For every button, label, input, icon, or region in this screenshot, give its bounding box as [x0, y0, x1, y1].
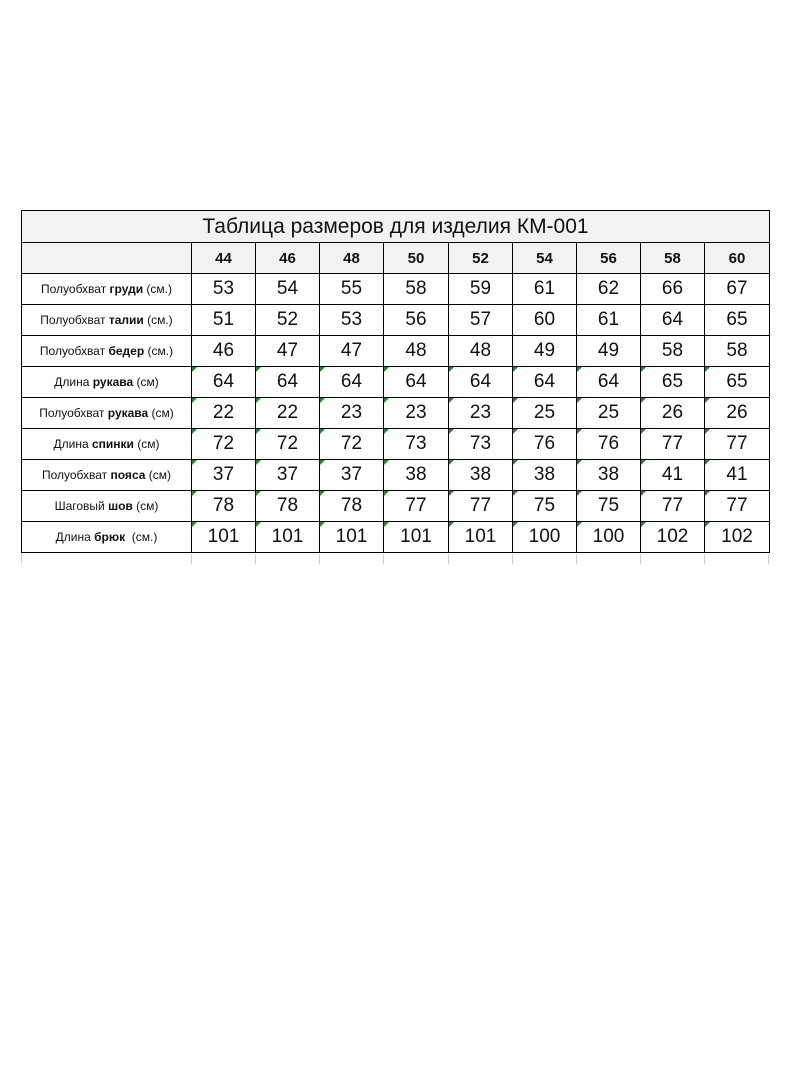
measurement-label-unit: (см)	[145, 468, 172, 482]
size-chart	[21, 210, 769, 553]
value-cell: 78	[320, 491, 384, 522]
value-cell: 38	[384, 460, 449, 491]
value-cell: 64	[192, 367, 256, 398]
measurement-label	[22, 336, 192, 367]
value-cell: 77	[705, 491, 770, 522]
value-cell: 57	[449, 305, 513, 336]
table-row	[22, 398, 770, 429]
measurement-label-keyword: талии	[108, 313, 144, 327]
measurement-label	[22, 491, 192, 522]
value-cell: 64	[577, 367, 641, 398]
value-cell: 75	[577, 491, 641, 522]
value-cell: 64	[513, 367, 577, 398]
value-cell: 41	[641, 460, 705, 491]
gridline-stub	[768, 554, 769, 564]
value-cell: 48	[384, 336, 449, 367]
measurement-label	[22, 305, 192, 336]
table-row	[22, 336, 770, 367]
size-header-44: 44	[192, 243, 256, 274]
measurement-label	[22, 398, 192, 429]
value-cell: 65	[705, 305, 770, 336]
table-row	[22, 460, 770, 491]
size-header-60: 60	[705, 243, 770, 274]
gridline-stub	[319, 554, 320, 564]
measurement-label-unit: (см)	[148, 406, 174, 420]
measurement-label-prefix: Полуобхват	[41, 282, 110, 296]
gridline-stub	[255, 554, 256, 564]
value-cell: 26	[641, 398, 705, 429]
measurement-label-keyword: брюк	[94, 530, 126, 544]
value-cell: 41	[705, 460, 770, 491]
value-cell: 47	[256, 336, 320, 367]
value-cell: 101	[192, 522, 256, 553]
table-body	[22, 274, 770, 553]
size-header-58: 58	[641, 243, 705, 274]
value-cell: 64	[449, 367, 513, 398]
table-title: Таблица размеров для изделия КМ-001	[22, 211, 770, 243]
value-cell: 38	[577, 460, 641, 491]
size-header-46: 46	[256, 243, 320, 274]
value-cell: 73	[449, 429, 513, 460]
value-cell: 23	[320, 398, 384, 429]
size-header-50: 50	[384, 243, 449, 274]
measurement-label-prefix: Полуобхват	[41, 468, 111, 482]
measurement-label-prefix: Полуобхват	[40, 313, 109, 327]
value-cell: 54	[256, 274, 320, 305]
value-cell: 77	[641, 429, 705, 460]
value-cell: 100	[577, 522, 641, 553]
gridline-stub	[512, 554, 513, 564]
measurement-label	[22, 274, 192, 305]
size-header-52: 52	[449, 243, 513, 274]
value-cell: 58	[641, 336, 705, 367]
value-cell: 23	[449, 398, 513, 429]
value-cell: 77	[384, 491, 449, 522]
value-cell: 49	[513, 336, 577, 367]
value-cell: 100	[513, 522, 577, 553]
measurement-label-keyword: пояса	[110, 468, 146, 482]
gridline-stub	[21, 554, 22, 564]
corner-cell	[22, 243, 192, 274]
value-cell: 101	[449, 522, 513, 553]
table-row	[22, 522, 770, 553]
gridline-stub	[704, 554, 705, 564]
measurement-label	[22, 522, 192, 553]
value-cell: 65	[641, 367, 705, 398]
table-row	[22, 274, 770, 305]
value-cell: 64	[256, 367, 320, 398]
value-cell: 101	[256, 522, 320, 553]
value-cell: 55	[320, 274, 384, 305]
measurement-label-unit: (см)	[132, 499, 159, 513]
measurement-label-unit: (см.)	[144, 344, 174, 358]
value-cell: 38	[449, 460, 513, 491]
value-cell: 53	[320, 305, 384, 336]
value-cell: 58	[384, 274, 449, 305]
size-header-48: 48	[320, 243, 384, 274]
measurement-label-prefix: Длина	[55, 530, 95, 544]
value-cell: 59	[449, 274, 513, 305]
measurement-label-prefix: Длина	[54, 375, 93, 389]
measurement-label-keyword: груди	[109, 282, 144, 296]
value-cell: 72	[192, 429, 256, 460]
value-cell: 25	[513, 398, 577, 429]
value-cell: 37	[320, 460, 384, 491]
value-cell: 61	[577, 305, 641, 336]
table-row	[22, 429, 770, 460]
value-cell: 78	[256, 491, 320, 522]
measurement-label-prefix: Полуобхват	[39, 344, 109, 358]
table-row	[22, 367, 770, 398]
value-cell: 76	[513, 429, 577, 460]
value-cell: 101	[384, 522, 449, 553]
size-header-54: 54	[513, 243, 577, 274]
measurement-label-keyword: спинки	[91, 437, 134, 451]
measurement-label-prefix: Длина	[53, 437, 92, 451]
value-cell: 64	[384, 367, 449, 398]
value-cell: 58	[705, 336, 770, 367]
measurement-label-unit: (см)	[133, 437, 160, 451]
value-cell: 65	[705, 367, 770, 398]
value-cell: 76	[577, 429, 641, 460]
value-cell: 102	[641, 522, 705, 553]
measurement-label	[22, 429, 192, 460]
value-cell: 38	[513, 460, 577, 491]
measurement-label-prefix: Шаговый	[54, 499, 109, 513]
value-cell: 56	[384, 305, 449, 336]
gridline-stub	[191, 554, 192, 564]
value-cell: 37	[256, 460, 320, 491]
value-cell: 102	[705, 522, 770, 553]
measurement-label-unit: (см.)	[143, 282, 172, 296]
value-cell: 64	[641, 305, 705, 336]
value-cell: 53	[192, 274, 256, 305]
value-cell: 78	[192, 491, 256, 522]
value-cell: 64	[320, 367, 384, 398]
measurement-label-unit: (см)	[133, 375, 159, 389]
table-row	[22, 305, 770, 336]
gridline-stub	[448, 554, 449, 564]
measurement-label	[22, 460, 192, 491]
value-cell: 62	[577, 274, 641, 305]
value-cell: 72	[256, 429, 320, 460]
value-cell: 22	[256, 398, 320, 429]
value-cell: 46	[192, 336, 256, 367]
value-cell: 47	[320, 336, 384, 367]
table-row	[22, 491, 770, 522]
value-cell: 51	[192, 305, 256, 336]
measurement-label-keyword: рукава	[107, 406, 149, 420]
value-cell: 60	[513, 305, 577, 336]
measurement-label-keyword: шов	[108, 499, 133, 513]
measurement-label-prefix: Полуобхват	[39, 406, 108, 420]
measurement-label-unit: (см.)	[143, 313, 173, 327]
measurement-label-keyword: бедер	[108, 344, 145, 358]
value-cell: 77	[449, 491, 513, 522]
value-cell: 67	[705, 274, 770, 305]
gridline-stub	[383, 554, 384, 564]
value-cell: 73	[384, 429, 449, 460]
value-cell: 77	[641, 491, 705, 522]
size-table	[21, 210, 770, 553]
value-cell: 37	[192, 460, 256, 491]
value-cell: 23	[384, 398, 449, 429]
gridline-stub	[576, 554, 577, 564]
measurement-label	[22, 367, 192, 398]
value-cell: 66	[641, 274, 705, 305]
value-cell: 75	[513, 491, 577, 522]
value-cell: 52	[256, 305, 320, 336]
value-cell: 48	[449, 336, 513, 367]
measurement-label-keyword: рукава	[92, 375, 134, 389]
value-cell: 77	[705, 429, 770, 460]
value-cell: 72	[320, 429, 384, 460]
value-cell: 101	[320, 522, 384, 553]
size-header-56: 56	[577, 243, 641, 274]
table-trailing-gridlines	[21, 554, 769, 564]
value-cell: 22	[192, 398, 256, 429]
value-cell: 25	[577, 398, 641, 429]
value-cell: 26	[705, 398, 770, 429]
measurement-label-unit: (см.)	[125, 530, 158, 544]
value-cell: 61	[513, 274, 577, 305]
gridline-stub	[640, 554, 641, 564]
title-row	[22, 211, 770, 243]
value-cell: 49	[577, 336, 641, 367]
size-header-row	[22, 243, 770, 274]
